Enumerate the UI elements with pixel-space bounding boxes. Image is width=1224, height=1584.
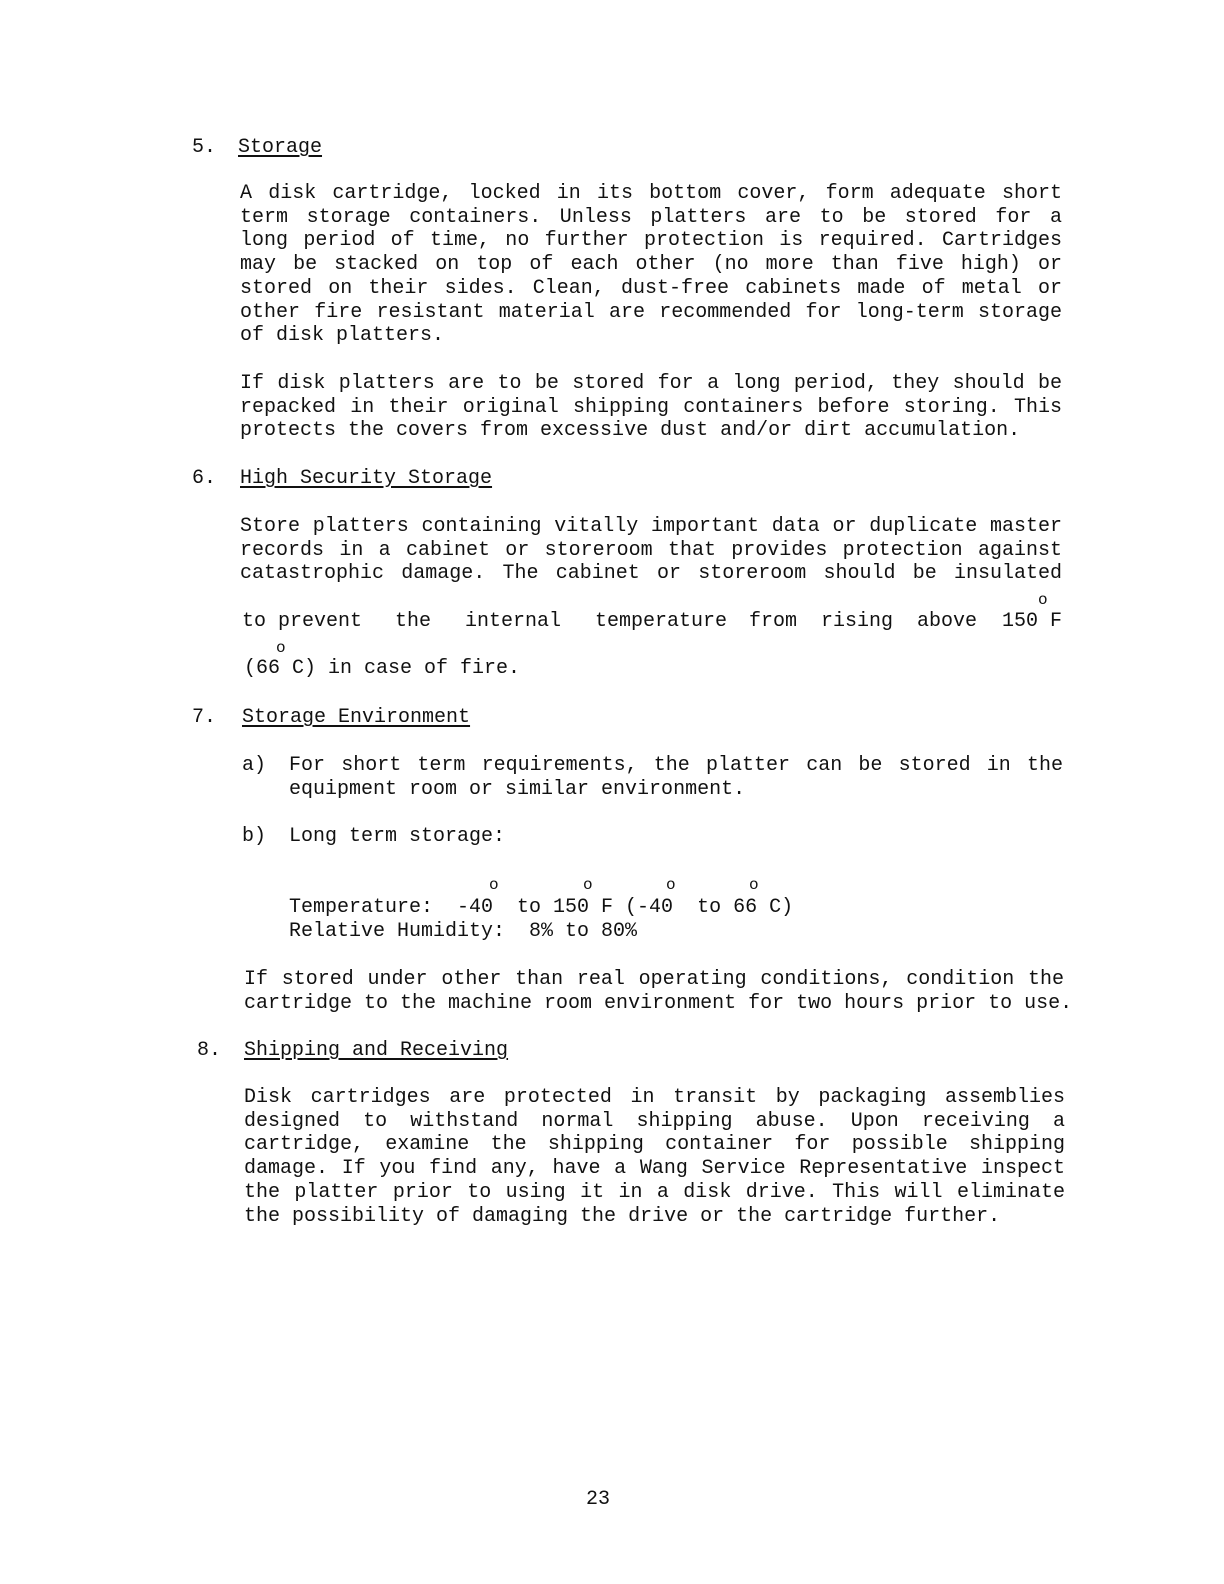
degree-mark: o [1038,591,1048,609]
text-line: stored on their sides. Clean, dust-free cabinets made of metal or [240,276,1062,300]
item-label-b: b) [242,825,267,848]
degree-mark: o [276,639,286,657]
text-line: equipment room or similar environment. [289,777,746,801]
text-line: the possibility of damaging the drive or the cartridge further. [244,1204,1001,1228]
degree-mark: o [583,876,593,894]
text-line: other fire resistant material are recommended for long-term storage [240,300,1062,324]
text-line: For short term requirements, the platter can be stored in the [289,754,1063,777]
paragraph-conditions [244,968,1073,1015]
humidity-spec: Relative Humidity: 8% to 80% [289,920,638,943]
text-line: Disk cartridges are protected in transit by packaging assemblies [244,1086,1065,1109]
text-line: If disk platters are to be stored for a long period, they should be [240,372,1062,395]
temp-word: from [749,610,798,633]
section-number: 7. [192,706,217,729]
paragraph-high-security [240,515,1062,586]
paragraph-storage-1 [240,182,1062,348]
section-number: 6. [192,467,217,490]
section-number: 5. [192,136,217,159]
text-line: repacked in their original shipping containers before storing. This [240,395,1062,419]
section-heading-storage: Storage [238,136,323,159]
text-line: records in a cabinet or storeroom that provides protection against [240,538,1062,562]
text-line: term storage containers. Unless platters are to be stored for a [240,205,1062,229]
paragraph-shipping [244,1086,1065,1228]
temp-word: to prevent [242,610,363,633]
temperature-spec: Temperature: -40 to 150 F (-40 to 66 C) [289,896,794,919]
text-line: cartridge, examine the shipping container for possible shipping [244,1133,1065,1157]
section-heading-storage-environment: Storage Environment [242,706,471,729]
temp-word: internal [465,610,562,633]
temp-line-2: (66 C) in case of fire. [244,657,521,680]
item-b-text: Long term storage: [289,825,506,848]
temp-word: rising [821,610,894,633]
text-line: protects the covers from excessive dust and/or dirt accumulation. [240,419,1021,443]
degree-mark: o [666,876,676,894]
temp-word: above [917,610,978,633]
degree-mark: o [749,876,759,894]
text-line: If stored under other than real operating conditions, condition the [244,968,1064,991]
temp-word: 150 F [1002,610,1063,633]
temp-word: the [395,610,432,633]
text-line: cartridge to the machine room environment for two hours prior to use. [244,991,1073,1015]
page-number: 23 [586,1488,611,1511]
text-line: Store platters containing vitally important data or duplicate master [240,515,1062,538]
paragraph-storage-2 [240,372,1062,443]
text-line: of disk platters. [240,324,445,348]
text-line: the platter prior to using it in a disk drive. This will eliminate [244,1180,1065,1204]
text-line: may be stacked on top of each other (no more than five high) or [240,253,1062,277]
text-line: long period of time, no further protection is required. Cartridges [240,229,1062,253]
text-line: designed to withstand normal shipping abuse. Upon receiving a [244,1109,1065,1133]
section-heading-high-security: High Security Storage [240,467,493,490]
section-heading-shipping: Shipping and Receiving [244,1039,509,1062]
degree-mark: o [489,876,499,894]
item-a-text [289,754,1063,801]
section-number: 8. [197,1039,222,1062]
text-line: catastrophic damage. The cabinet or storeroom should be insulated [240,562,1062,586]
temp-word: temperature [595,610,728,633]
text-line: A disk cartridge, locked in its bottom cover, form adequate short [240,182,1062,205]
item-label-a: a) [242,754,267,777]
text-line: damage. If you find any, have a Wang Service Representative inspect [244,1157,1065,1181]
